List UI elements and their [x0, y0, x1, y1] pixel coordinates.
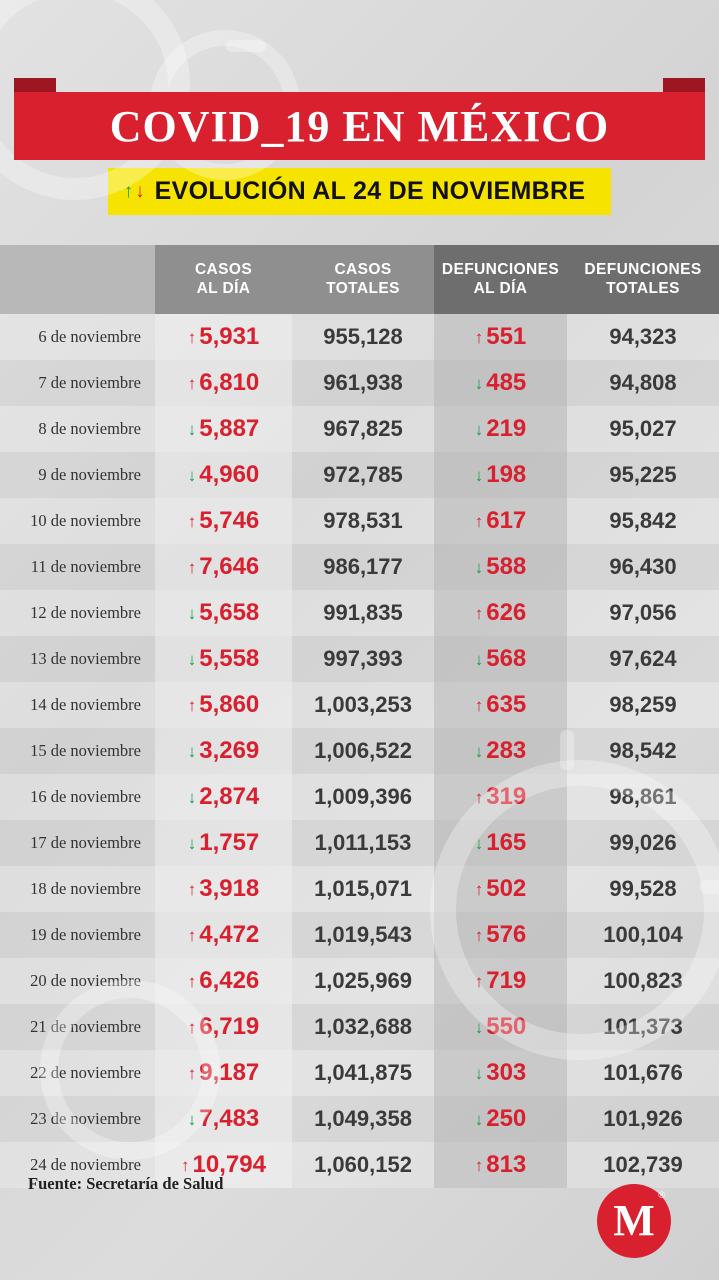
deaths-day-value: 502 [486, 875, 527, 903]
deaths-day-value: 550 [486, 1013, 527, 1041]
cell-cases-day [155, 498, 292, 544]
cell-deaths-day [434, 958, 567, 1004]
cell-cases-day [155, 1050, 292, 1096]
cases-day-value: 5,658 [199, 599, 260, 627]
table-row [0, 912, 719, 958]
table-row [0, 820, 719, 866]
deaths-day-value: 626 [486, 599, 527, 627]
table-row [0, 636, 719, 682]
arrow-down-icon: ↓ [474, 742, 484, 762]
row-date-label: 14 de noviembre [0, 682, 155, 728]
title-ribbon [14, 92, 705, 160]
table-header-row [0, 245, 719, 314]
cell-deaths-total: 97,056 [567, 590, 719, 636]
cell-deaths-day [434, 1004, 567, 1050]
cell-cases-day [155, 314, 292, 360]
arrow-up-icon: ↑ [123, 181, 134, 202]
arrow-up-icon: ↑ [474, 328, 484, 348]
cell-cases-day [155, 774, 292, 820]
cell-deaths-day [434, 912, 567, 958]
table-row [0, 452, 719, 498]
header-line1: CASOS [194, 261, 253, 278]
cell-cases-total: 955,128 [292, 314, 434, 360]
deaths-day-value: 319 [486, 783, 527, 811]
cell-deaths-day [434, 406, 567, 452]
deaths-day-value: 283 [486, 737, 527, 765]
deaths-day-value: 219 [486, 415, 527, 443]
table-row [0, 1050, 719, 1096]
row-date-label: 13 de noviembre [0, 636, 155, 682]
virus-spike-icon [226, 40, 266, 52]
deaths-day-value: 485 [486, 369, 527, 397]
column-header-cases-total [292, 245, 434, 314]
header [0, 92, 719, 160]
subtitle-text: EVOLUCIÓN AL 24 DE NOVIEMBRE [154, 177, 586, 205]
arrow-down-icon: ↓ [474, 1018, 484, 1038]
cell-deaths-day [434, 682, 567, 728]
footer [0, 1154, 719, 1280]
cell-cases-day [155, 636, 292, 682]
header-line2: TOTALES [606, 279, 680, 297]
arrow-up-icon: ↑ [187, 1064, 197, 1084]
table-row [0, 774, 719, 820]
row-date-label: 19 de noviembre [0, 912, 155, 958]
cell-deaths-total: 100,823 [567, 958, 719, 1004]
deaths-day-value: 635 [486, 691, 527, 719]
row-date-label: 12 de noviembre [0, 590, 155, 636]
milenio-logo [597, 1184, 671, 1258]
deaths-day-value: 813 [486, 1151, 527, 1179]
row-date-label: 23 de noviembre [0, 1096, 155, 1142]
cell-cases-day [155, 912, 292, 958]
header-line2: TOTALES [326, 279, 400, 297]
cases-day-value: 5,558 [199, 645, 260, 673]
header-line1: CASOS [334, 261, 392, 278]
arrow-down-icon: ↓ [187, 650, 197, 670]
cell-cases-day [155, 590, 292, 636]
cell-deaths-total: 101,926 [567, 1096, 719, 1142]
cell-deaths-day [434, 314, 567, 360]
cases-day-value: 6,810 [199, 369, 260, 397]
deaths-day-value: 576 [486, 921, 527, 949]
arrow-up-icon: ↑ [187, 926, 197, 946]
cell-cases-total: 972,785 [292, 452, 434, 498]
arrow-up-icon: ↑ [474, 880, 484, 900]
arrow-down-icon: ↓ [474, 420, 484, 440]
table-row [0, 682, 719, 728]
arrow-down-icon: ↓ [474, 374, 484, 394]
row-date-label: 6 de noviembre [0, 314, 155, 360]
cases-day-value: 6,719 [199, 1013, 260, 1041]
arrow-up-icon: ↑ [187, 558, 197, 578]
cell-cases-total: 1,011,153 [292, 820, 434, 866]
cell-deaths-day [434, 544, 567, 590]
cell-deaths-day [434, 820, 567, 866]
table-row [0, 728, 719, 774]
arrow-up-icon: ↑ [187, 512, 197, 532]
table-header [0, 245, 719, 314]
cell-cases-total: 961,938 [292, 360, 434, 406]
table-row [0, 314, 719, 360]
arrow-up-icon: ↑ [181, 1156, 190, 1176]
cell-deaths-total: 94,808 [567, 360, 719, 406]
arrow-up-icon: ↑ [187, 696, 197, 716]
covid-data-table [0, 245, 719, 1188]
arrow-down-icon: ↓ [474, 558, 484, 578]
arrow-up-icon: ↑ [187, 328, 197, 348]
row-date-label: 9 de noviembre [0, 452, 155, 498]
deaths-day-value: 198 [486, 461, 527, 489]
deaths-day-value: 551 [486, 323, 527, 351]
cases-day-value: 5,860 [199, 691, 260, 719]
arrow-down-icon: ↓ [187, 1110, 197, 1130]
deaths-day-value: 303 [486, 1059, 527, 1087]
cases-day-value: 1,757 [199, 829, 260, 857]
row-date-label: 21 de noviembre [0, 1004, 155, 1050]
cell-deaths-total: 102,739 [567, 1142, 719, 1188]
table-row [0, 360, 719, 406]
cell-cases-total: 1,015,071 [292, 866, 434, 912]
row-date-label: 10 de noviembre [0, 498, 155, 544]
cell-cases-day [155, 452, 292, 498]
cell-deaths-total: 94,323 [567, 314, 719, 360]
cell-deaths-total: 96,430 [567, 544, 719, 590]
cases-day-value: 3,918 [199, 875, 260, 903]
cases-day-value: 7,646 [199, 553, 260, 581]
cell-cases-day [155, 682, 292, 728]
arrow-up-icon: ↑ [474, 788, 484, 808]
cases-day-value: 9,187 [199, 1059, 260, 1087]
table-body [0, 314, 719, 1188]
arrow-up-icon: ↑ [187, 972, 197, 992]
arrow-up-icon: ↑ [187, 1018, 197, 1038]
cases-day-value: 3,269 [199, 737, 260, 765]
arrow-up-icon: ↑ [474, 926, 484, 946]
cell-cases-day [155, 820, 292, 866]
arrow-down-icon: ↓ [187, 466, 197, 486]
table-row [0, 1096, 719, 1142]
deaths-day-value: 568 [486, 645, 527, 673]
cell-deaths-total: 95,842 [567, 498, 719, 544]
column-header-deaths-day [434, 245, 567, 314]
arrow-up-icon: ↑ [474, 1156, 484, 1176]
arrow-down-icon: ↓ [187, 742, 197, 762]
cell-deaths-total: 95,027 [567, 406, 719, 452]
registered-mark-icon: ® [658, 1190, 665, 1200]
page-title: COVID_19 EN MÉXICO [109, 101, 610, 151]
subtitle-bar [108, 168, 612, 215]
cell-deaths-day [434, 590, 567, 636]
cell-cases-day [155, 1004, 292, 1050]
cell-cases-total: 1,049,358 [292, 1096, 434, 1142]
cell-cases-total: 991,835 [292, 590, 434, 636]
arrow-up-icon: ↑ [474, 696, 484, 716]
cases-day-value: 4,960 [199, 461, 260, 489]
arrow-down-icon: ↓ [187, 420, 197, 440]
arrow-down-icon: ↓ [187, 834, 197, 854]
cell-cases-day [155, 360, 292, 406]
row-date-label: 20 de noviembre [0, 958, 155, 1004]
cell-cases-total: 1,025,969 [292, 958, 434, 1004]
cell-deaths-total: 98,259 [567, 682, 719, 728]
cases-day-value: 10,794 [192, 1151, 266, 1179]
table-row [0, 544, 719, 590]
logo-letter: M [613, 1196, 655, 1245]
cell-cases-total: 967,825 [292, 406, 434, 452]
cell-cases-day [155, 728, 292, 774]
cell-deaths-day [434, 452, 567, 498]
cell-cases-day [155, 544, 292, 590]
cell-deaths-total: 97,624 [567, 636, 719, 682]
cases-day-value: 7,483 [199, 1105, 260, 1133]
cell-cases-total: 1,032,688 [292, 1004, 434, 1050]
row-date-label: 16 de noviembre [0, 774, 155, 820]
subtitle-bar-wrap [0, 168, 719, 215]
cell-deaths-total: 101,676 [567, 1050, 719, 1096]
cell-cases-day [155, 866, 292, 912]
table-row [0, 866, 719, 912]
cell-deaths-day [434, 360, 567, 406]
cases-day-value: 5,887 [199, 415, 260, 443]
row-date-label: 8 de noviembre [0, 406, 155, 452]
cell-cases-total: 997,393 [292, 636, 434, 682]
cell-cases-total: 1,003,253 [292, 682, 434, 728]
cell-deaths-day [434, 1050, 567, 1096]
table-row [0, 1004, 719, 1050]
column-header-deaths-total [567, 245, 719, 314]
header-line1: DEFUNCIONES [441, 261, 560, 278]
deaths-day-value: 165 [486, 829, 527, 857]
cases-day-value: 5,931 [199, 323, 260, 351]
cell-cases-day [155, 958, 292, 1004]
arrow-up-icon: ↑ [187, 880, 197, 900]
header-line2: AL DÍA [196, 279, 251, 297]
cell-cases-total: 1,009,396 [292, 774, 434, 820]
column-header-cases-day [155, 245, 292, 314]
table-row [0, 590, 719, 636]
cell-deaths-total: 101,373 [567, 1004, 719, 1050]
cell-cases-total: 1,006,522 [292, 728, 434, 774]
cell-deaths-day [434, 498, 567, 544]
arrow-up-icon: ↑ [474, 604, 484, 624]
data-table-wrap [0, 245, 719, 1188]
row-date-label: 7 de noviembre [0, 360, 155, 406]
cell-deaths-day [434, 728, 567, 774]
trend-arrows-icon [124, 182, 145, 201]
cell-cases-total: 986,177 [292, 544, 434, 590]
deaths-day-value: 719 [486, 967, 527, 995]
cell-cases-total: 1,019,543 [292, 912, 434, 958]
deaths-day-value: 617 [486, 507, 527, 535]
cell-deaths-day [434, 866, 567, 912]
cases-day-value: 6,426 [199, 967, 260, 995]
cell-cases-total: 1,060,152 [292, 1142, 434, 1188]
row-date-label: 18 de noviembre [0, 866, 155, 912]
cell-deaths-total: 99,026 [567, 820, 719, 866]
cell-cases-day [155, 406, 292, 452]
arrow-up-icon: ↑ [187, 374, 197, 394]
table-row [0, 498, 719, 544]
arrow-down-icon: ↓ [187, 604, 197, 624]
deaths-day-value: 250 [486, 1105, 527, 1133]
arrow-down-icon: ↓ [135, 181, 145, 202]
table-row [0, 958, 719, 1004]
row-date-label: 22 de noviembre [0, 1050, 155, 1096]
row-date-label: 15 de noviembre [0, 728, 155, 774]
cell-deaths-day [434, 1096, 567, 1142]
row-date-label: 24 de noviembre [0, 1142, 155, 1188]
cases-day-value: 5,746 [199, 507, 260, 535]
cell-deaths-total: 98,861 [567, 774, 719, 820]
header-line2: AL DÍA [473, 279, 528, 297]
column-header-blank [0, 245, 155, 314]
cell-deaths-day [434, 636, 567, 682]
cell-cases-total: 1,041,875 [292, 1050, 434, 1096]
arrow-down-icon: ↓ [474, 834, 484, 854]
cell-deaths-total: 98,542 [567, 728, 719, 774]
arrow-up-icon: ↑ [474, 512, 484, 532]
source-label: Fuente: Secretaría de Salud [28, 1174, 224, 1193]
arrow-down-icon: ↓ [474, 650, 484, 670]
cell-deaths-total: 95,225 [567, 452, 719, 498]
row-date-label: 11 de noviembre [0, 544, 155, 590]
table-row [0, 406, 719, 452]
arrow-down-icon: ↓ [187, 788, 197, 808]
row-date-label: 17 de noviembre [0, 820, 155, 866]
cell-cases-total: 978,531 [292, 498, 434, 544]
arrow-down-icon: ↓ [474, 466, 484, 486]
cases-day-value: 4,472 [199, 921, 260, 949]
arrow-down-icon: ↓ [474, 1110, 484, 1130]
cell-deaths-total: 99,528 [567, 866, 719, 912]
arrow-down-icon: ↓ [474, 1064, 484, 1084]
deaths-day-value: 588 [486, 553, 527, 581]
cell-cases-day [155, 1096, 292, 1142]
cell-deaths-total: 100,104 [567, 912, 719, 958]
cases-day-value: 2,874 [199, 783, 260, 811]
header-line1: DEFUNCIONES [584, 261, 702, 278]
arrow-up-icon: ↑ [474, 972, 484, 992]
cell-deaths-day [434, 774, 567, 820]
